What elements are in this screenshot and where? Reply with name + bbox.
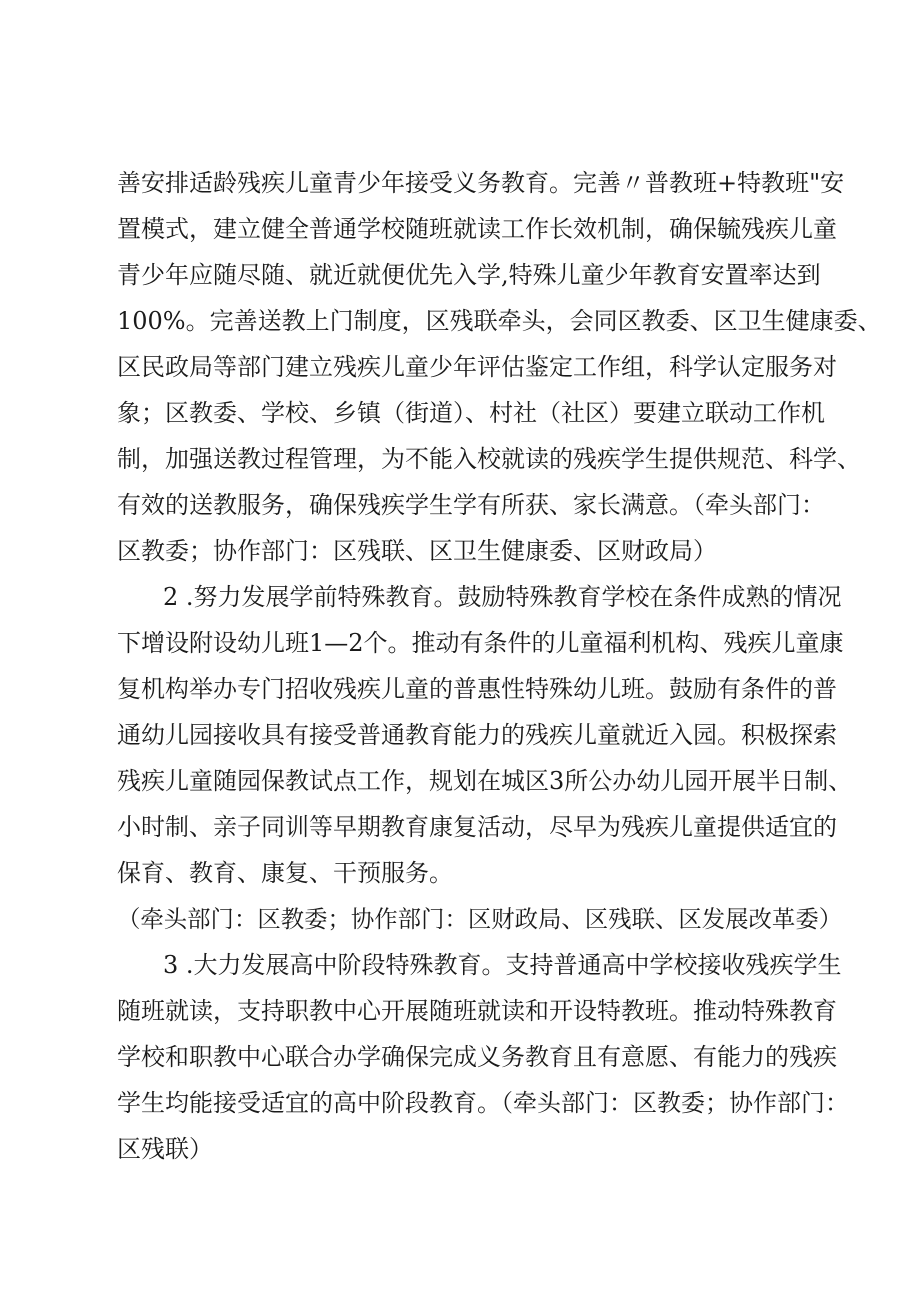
- text-line: 3 .大力发展高中阶段特殊教育。支持普通高中学校接收残疾学生: [163, 951, 842, 979]
- text-line: 制，加强送教过程管理，为不能入校就读的残疾学生提供规范、科学、: [117, 445, 861, 473]
- text-line: 区民政局等部门建立残疾儿童少年评估鉴定工作组，科学认定服务对: [117, 353, 837, 381]
- text-line: 随班就读，支持职教中心开展随班就读和开设特教班。推动特殊教育: [117, 997, 837, 1025]
- text-line: 下增设附设幼儿班1—2个。推动有条件的儿童福利机构、残疾儿童康: [117, 629, 844, 657]
- text-line: 学校和职教中心联合办学确保完成义务教育且有意愿、有能力的残疾: [117, 1043, 837, 1071]
- text-line: 象；区教委、学校、乡镇（街道）、村社（社区）要建立联动工作机: [117, 399, 825, 427]
- text-line: 复机构举办专门招收残疾儿童的普惠性特殊幼儿班。鼓励有条件的普: [117, 675, 837, 703]
- text-line: 小时制、亲子同训等早期教育康复活动，尽早为残疾儿童提供适宜的: [117, 813, 837, 841]
- text-line: 通幼儿园接收具有接受普通教育能力的残疾儿童就近入园。积极探索: [117, 721, 837, 749]
- text-line: 有效的送教服务，确保残疾学生学有所获、家长满意。（牵头部门：: [117, 491, 825, 519]
- paragraph-high-school-special-education: [117, 942, 849, 1172]
- text-line: 学生均能接受适宜的高中阶段教育。（牵头部门：区教委；协作部门：: [117, 1089, 849, 1117]
- text-line: 置模式，建立健全普通学校随班就读工作长效机制，确保毓残疾儿童: [117, 215, 837, 243]
- text-line: 青少年应随尽随、就近就便优先入学,特殊儿童少年教育安置率达到: [117, 261, 821, 289]
- text-line: （牵头部门：区教委；协作部门：区财政局、区残联、区发展改革委）: [117, 905, 843, 933]
- paragraph-compulsory-education: [117, 160, 882, 574]
- text-line: 善安排适龄残疾儿童青少年接受义务教育。完善〃普教班+特教班"安: [117, 169, 845, 197]
- text-line: 保育、教育、康复、干预服务。: [117, 859, 453, 887]
- text-line: 区残联）: [117, 1135, 213, 1163]
- text-line: 区教委；协作部门：区残联、区卫生健康委、区财政局）: [117, 537, 717, 565]
- paragraph-preschool-special-education: [117, 574, 853, 942]
- document-body: [117, 160, 882, 1172]
- text-line: 2 .努力发展学前特殊教育。鼓励特殊教育学校在条件成熟的情况: [163, 583, 842, 611]
- text-line: 残疾儿童随园保教试点工作，规划在城区3所公办幼儿园开展半日制、: [117, 767, 853, 795]
- text-line: 100%。完善送教上门制度，区残联牵头，会同区教委、区卫生健康委、: [117, 307, 882, 335]
